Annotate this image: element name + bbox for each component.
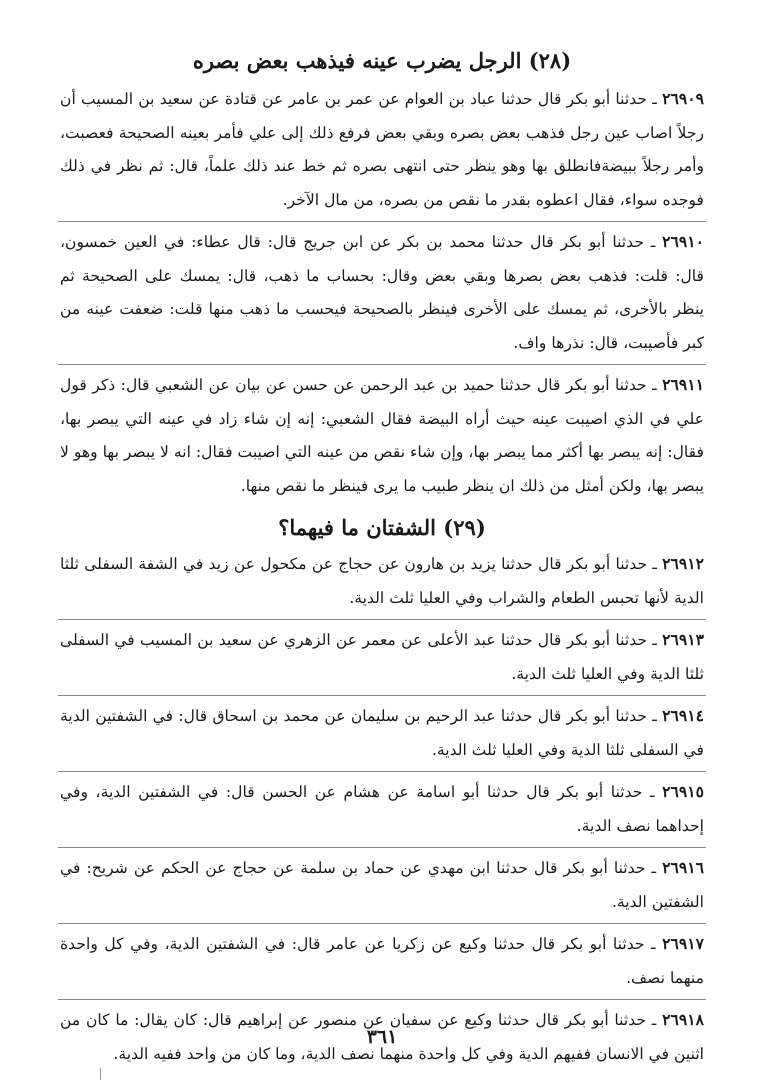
hadith-entry-26909: [58, 82, 706, 221]
entry-separator: ـ: [647, 555, 663, 573]
entry-text: حدثنا أبو بكر قال حدثنا ابن مهدي عن حماد بن سلمة عن حجاج عن الحكم عن شريح: في الشفتين الدية.: [60, 859, 704, 911]
entry-divider: [58, 221, 706, 222]
hadith-entry-26910: [58, 225, 706, 364]
entry-number: ٢٦٩١٢: [662, 554, 704, 573]
entry-divider: [58, 923, 706, 924]
hadith-entry-26915: [58, 775, 706, 847]
section-heading-29: (٢٩) الشفتان ما فيهما؟: [278, 515, 486, 540]
entry-separator: ـ: [646, 1011, 663, 1029]
entry-text: حدثنا أبو بكر قال حدثنا وكيع عن زكريا عن عامر قال: في الشفتين الدية، وفي كل واحدة منهما نصف.: [60, 935, 704, 987]
entry-number: ٢٦٩١٣: [662, 630, 704, 649]
entry-text: حدثنا أبو بكر قال حدثنا أبو اسامة عن هشام عن الحسن قال: في الشفتين الدية، وفي إحداهما نصف الدية.: [60, 783, 704, 835]
entry-text: حدثنا أبو بكر قال حدثنا يزيد بن هارون عن حجاج عن مكحول عن زيد في الشفة السفلى ثلثا الدية لأنها تحبس الطعام والشراب وفي العليا ثلث الدية.: [60, 555, 704, 607]
entry-number: ٢٦٩١٧: [662, 934, 704, 953]
entry-number: ٢٦٩١٦: [662, 858, 705, 877]
entry-number: ٢٦٩١٥: [662, 782, 705, 801]
page-number: ٣٦١: [366, 1026, 398, 1048]
entry-separator: ـ: [642, 783, 663, 801]
entry-number: ٢٦٩١٠: [662, 232, 705, 251]
entry-separator: ـ: [645, 859, 663, 877]
hadith-entry-26912: [58, 547, 706, 619]
entry-divider: [58, 364, 706, 365]
entry-divider: [58, 999, 706, 1000]
hadith-entry-26917: [58, 927, 706, 999]
entry-number: ٢٦٩١٤: [662, 706, 704, 725]
entry-number: ٢٦٩١١: [662, 375, 705, 394]
entry-number: ٢٦٩١٨: [662, 1010, 704, 1029]
entry-separator: ـ: [647, 707, 663, 725]
entry-text: حدثنا أبو بكر قال حدثنا عبد الأعلى عن معمر عن الزهري عن سعيد بن المسيب في السفلى ثلثا الدية وفي العليا ثلث الدية.: [60, 631, 704, 683]
hadith-entry-26914: [58, 699, 706, 771]
entry-divider: [58, 619, 706, 620]
entry-separator: ـ: [643, 233, 663, 251]
entry-divider: [58, 771, 706, 772]
hadith-entry-26913: [58, 623, 706, 695]
entry-divider: [58, 695, 706, 696]
hadith-entry-26916: [58, 851, 706, 923]
entry-text: حدثنا أبو بكر قال حدثنا وكيع عن سفيان عن منصور عن إبراهيم قال: كان يقال: ما كان من اثنين في الانسان ففيهم الدية وفي كل واحدة منهما نصف الدية، وما كان من واحد ففيه الدية.: [60, 1011, 704, 1063]
hadith-entry-26911: [58, 368, 706, 507]
entry-text: حدثنا أبو بكر قال حدثنا حميد بن عبد الرحمن عن حسن عن بيان عن الشعبي قال: ذكر قول علي في الذي اصيبت عينه حيث أراه البيضة فقال الشعبي: إنه إن شاء زاد في عينه التي يبصر بها، فقال: إنه يبصر بها أكثر مما يبصر بها، وإن شاء نقص من عينه التي اصيبت فقال: انه لا يبصر بها وهو لا يبصر بها، ولكن أمثل من ذلك ان ينظر طبيب ما يرى فينظر ما نقص منها.: [60, 376, 704, 495]
entry-separator: ـ: [647, 631, 663, 649]
entry-separator: ـ: [647, 90, 663, 108]
entry-separator: ـ: [644, 935, 663, 953]
entry-separator: ـ: [646, 376, 663, 394]
scan-mark: [100, 1068, 105, 1080]
section-heading-28: (٢٨) الرجل يضرب عينه فيذهب بعض بصره: [192, 48, 572, 73]
entry-text: حدثنا أبو بكر قال حدثنا عبد الرحيم بن سليمان عن محمد بن اسحاق قال: في الشفتين الدية في السفلى ثلثا الدية وفي العليا ثلث الدية.: [60, 707, 704, 759]
entry-divider: [58, 847, 706, 848]
entry-number: ٢٦٩٠٩: [662, 89, 704, 108]
entry-text: حدثنا أبو بكر قال حدثنا عباد بن العوام عن عمر بن عامر عن قتادة عن سعيد بن المسيب أن رجلاً اصاب عين رجل فذهب بعض بصره وبقي بعض فرفع ذلك إلى علي فأمر بعينه الصحيحة فعصبت، وأمر رجلاً ببيضةفانطلق بها وهو ينظر حتى انتهى بصره ثم خط عند ذلك علماً، قال: ثم نظر في ذلك فوجده سواء، فقال اعطوه بقدر ما نقص من بصره، من مال الآخر.: [60, 90, 704, 209]
entry-text: حدثنا أبو بكر قال حدثنا محمد بن بكر عن ابن جريج قال: قال عطاء: في العين خمسون، قال: قلت: فذهب بعض بصرها وبقي بعض وقال: بحساب ما ذهب، قال: يمسك على الصحيحة ثم ينظر بالأخرى، ثم يمسك على الأخرى فينظر بالصحيحة فيحسب ما ذهب منها قلت: ضعفت عينه من كبر فأصيبت، قال: نذرها واف.: [60, 233, 704, 352]
document-page: [58, 44, 706, 1063]
